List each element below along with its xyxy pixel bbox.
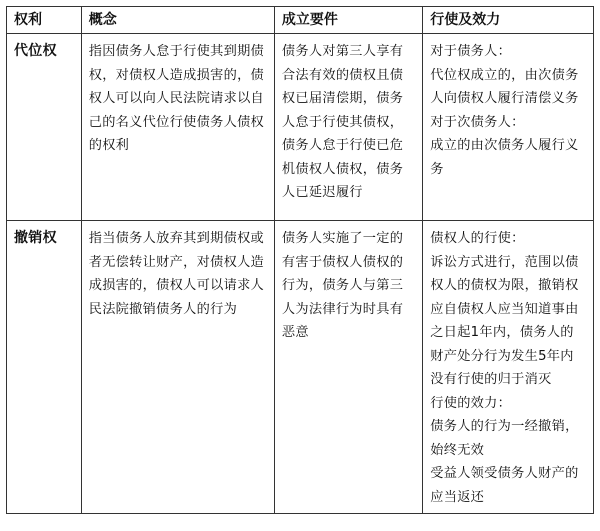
effect-cell bbox=[423, 221, 594, 514]
effect-cell bbox=[423, 34, 594, 221]
requirements-cell: 债务人实施了一定的有害于债权人债权的行为，债务人与第三人为法律行为时具有恶意 bbox=[274, 221, 422, 514]
header-rights: 权利 bbox=[7, 7, 82, 34]
header-concept: 概念 bbox=[81, 7, 274, 34]
header-exercise-effect: 行使及效力 bbox=[423, 7, 594, 34]
table-row bbox=[7, 34, 594, 221]
concept-cell: 指当债务人放弃其到期债权或者无偿转让财产，对债权人造成损害的，债权人可以请求人民法院撤销债务人的行为 bbox=[81, 221, 274, 514]
header-requirements: 成立要件 bbox=[274, 7, 422, 34]
effect-line: 受益人领受债务人财产的应当返还 bbox=[430, 466, 579, 505]
right-name-subrogation: 代位权 bbox=[7, 34, 82, 221]
effect-line: 对于次债务人： bbox=[430, 114, 525, 130]
effect-line: 债权人的行使： bbox=[430, 231, 525, 246]
requirements-cell: 债务人对第三人享有合法有效的债权且债权已届清偿期，债务人怠于行使其债权，债务人怠于行使已危机债权人债权，债务人已延迟履行 bbox=[274, 34, 422, 221]
effect-line: 成立的由次债务人履行义务 bbox=[430, 138, 579, 177]
effect-line: 行使的效力： bbox=[430, 395, 512, 411]
right-name-revocation: 撤销权 bbox=[7, 221, 82, 514]
effect-line: 债务人的行为一经撤销，始终无效 bbox=[430, 419, 579, 458]
table-row bbox=[7, 221, 594, 514]
concept-cell: 指因债务人怠于行使其到期债权，对债权人造成损害的，债权人可以向人民法院请求以自己的名义代位行使债务人债权的权利 bbox=[81, 34, 274, 221]
document-page bbox=[6, 6, 594, 525]
table-header-row bbox=[7, 7, 594, 34]
effect-line: 诉讼方式进行，范围以债权人的债权为限，撤销权应自债权人应当知道事由之日起1年内，债务人的财产处分行为发生5年内没有行使的归于消灭 bbox=[430, 254, 579, 387]
effect-line: 代位权成立的，由次债务人向债权人履行清偿义务 bbox=[430, 67, 579, 106]
effect-line: 对于债务人： bbox=[430, 44, 512, 59]
rights-comparison-table bbox=[6, 6, 594, 514]
